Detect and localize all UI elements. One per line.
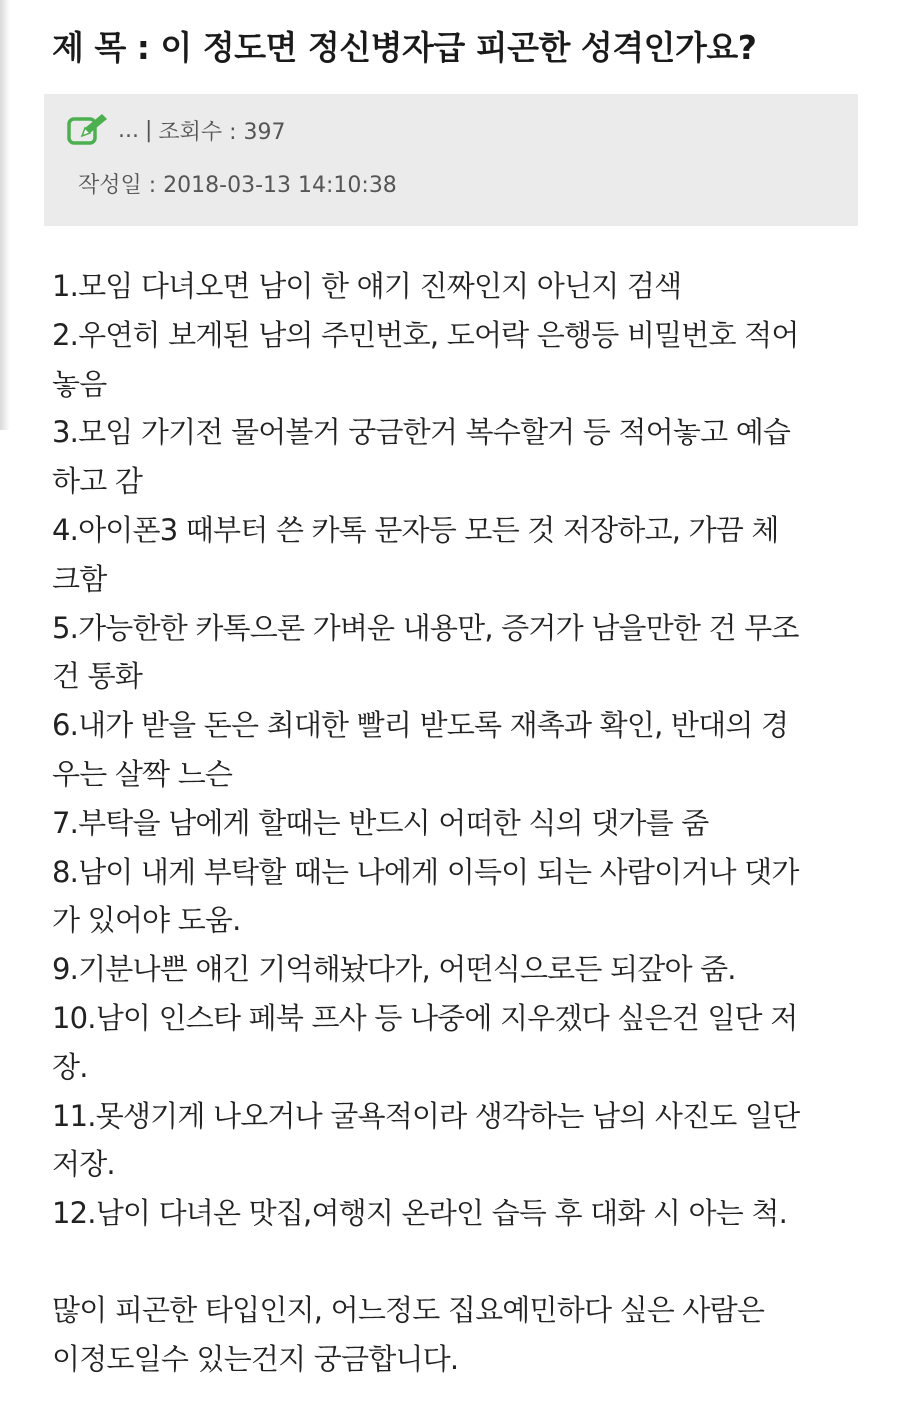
body-line: 9.기분나쁜 얘긴 기억해놨다가, 어떤식으로든 되갚아 줌. bbox=[52, 952, 736, 987]
edge-shadow bbox=[0, 0, 10, 430]
body-line: 우는 살짝 느슨 bbox=[52, 756, 233, 791]
body-line: 6.내가 받을 돈은 최대한 빨리 받도록 재촉과 확인, 반대의 경 bbox=[52, 708, 789, 743]
body-line: 1.모임 다녀오면 남이 한 얘기 진짜인지 아닌지 검색 bbox=[52, 269, 682, 303]
closing-line: 많이 피곤한 타입인지, 어느정도 집요예민하다 싶은 사람은 bbox=[52, 1292, 765, 1327]
view-count: 조회수 : 397 bbox=[158, 119, 286, 145]
body-line: 저장. bbox=[52, 1147, 115, 1182]
body-line: 11.못생기게 나오거나 굴욕적이라 생각하는 남의 사진도 일단 bbox=[52, 1098, 800, 1133]
post-date: 작성일 : 2018-03-13 14:10:38 bbox=[78, 173, 397, 198]
body-line: 4.아이폰3 때부터 쓴 카톡 문자등 모든 것 저장하고, 가끔 체 bbox=[52, 512, 779, 547]
post-title: 제 목 : 이 정도면 정신병자급 피곤한 성격인가요? bbox=[52, 28, 757, 67]
body-line: 5.가능한한 카톡으론 가벼운 내용만, 증거가 남을만한 건 무조 bbox=[52, 610, 799, 645]
body-line: 가 있어야 도움. bbox=[52, 903, 241, 938]
author-name[interactable]: ... bbox=[118, 117, 139, 143]
paragraph-gap bbox=[52, 1238, 852, 1286]
meta-row bbox=[66, 112, 286, 148]
body-line: 7.부탁을 남에게 할때는 반드시 어떠한 식의 댓가를 줌 bbox=[52, 805, 709, 840]
body-line: 8.남이 내게 부탁할 때는 나에게 이득이 되는 사람이거나 댓가 bbox=[52, 854, 799, 889]
body-line: 3.모임 가기전 물어볼거 궁금한거 복수할거 등 적어놓고 예습 bbox=[52, 415, 791, 450]
body-line: 장. bbox=[52, 1049, 88, 1084]
body-line: 2.우연히 보게된 남의 주민번호, 도어락 은행등 비밀번호 적어 bbox=[52, 317, 799, 352]
body-line: 하고 감 bbox=[52, 464, 143, 499]
post-body bbox=[52, 262, 852, 1384]
body-line: 크함 bbox=[52, 561, 107, 596]
body-line: 건 통화 bbox=[52, 659, 143, 694]
body-line: 12.남이 다녀온 맛집,여행지 온라인 습득 후 대화 시 아는 척. bbox=[52, 1196, 788, 1231]
closing-line: 이정도일수 있는건지 궁금합니다. bbox=[52, 1341, 459, 1376]
meta-separator: | bbox=[144, 117, 153, 143]
edit-icon bbox=[66, 112, 110, 148]
body-line: 놓음 bbox=[52, 366, 107, 401]
body-line: 10.남이 인스타 페북 프사 등 나중에 지우겠다 싶은건 일단 저 bbox=[52, 1000, 798, 1035]
post-meta bbox=[44, 94, 858, 226]
